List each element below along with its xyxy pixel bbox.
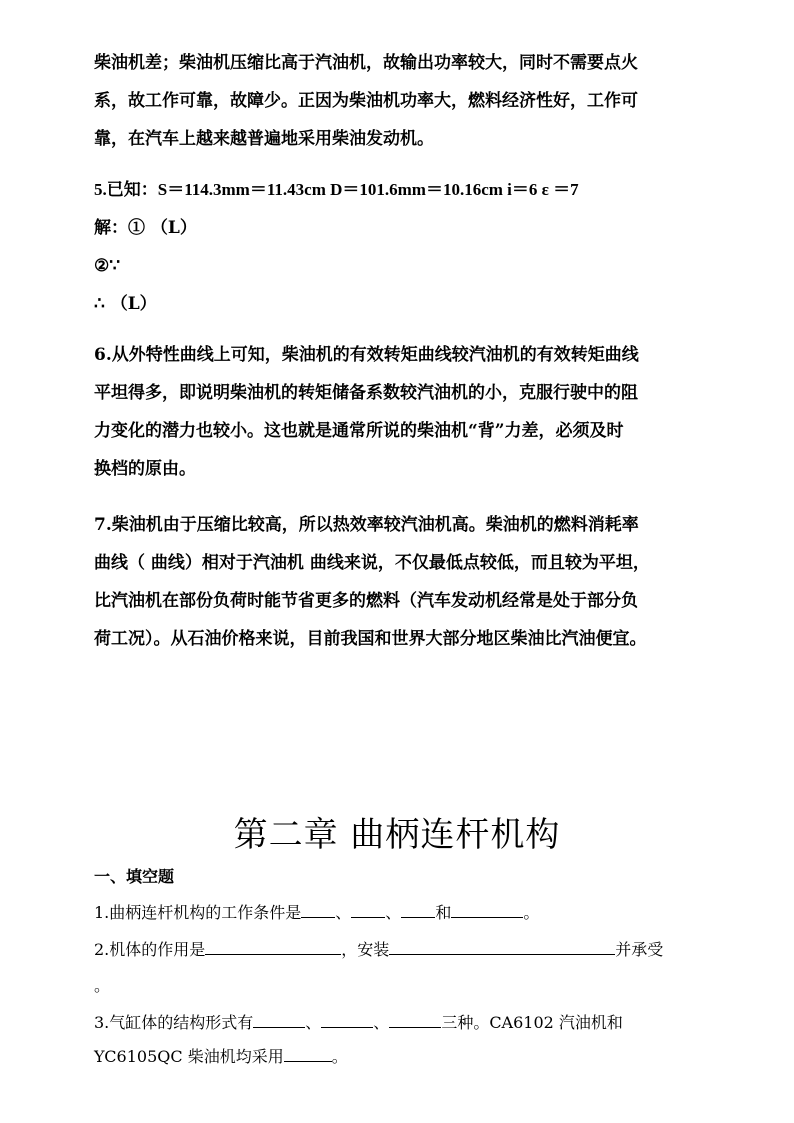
text-line: 平坦得多，即说明柴油机的转矩储备系数较汽油机的小，克服行驶中的阻 <box>94 383 638 403</box>
solution-step-2: ②∵ <box>94 256 121 276</box>
solution-step-1: 解：① （L） <box>94 218 197 238</box>
text-line: 靠，在汽车上越来越普遍地采用柴油发动机。 <box>94 129 434 149</box>
answer-blank[interactable] <box>451 899 523 918</box>
question-2-continued: 。 <box>94 976 111 995</box>
question-3: 3.气缸体的结构形式有 、 、 三种。CA6102 汽油机和 <box>94 1009 714 1037</box>
answer-blank[interactable] <box>301 899 335 918</box>
question-2: 2.机体的作用是 ，安装 并承受 <box>94 936 714 964</box>
solution-step-3: ∴ （L） <box>94 294 157 314</box>
text-line: 系，故工作可靠，故障少。正因为柴油机功率大，燃料经济性好，工作可 <box>94 91 638 111</box>
answer-blank[interactable] <box>284 1043 332 1062</box>
answer-5 <box>94 171 706 323</box>
text-line: 6.从外特性曲线上可知，柴油机的有效转矩曲线较汽油机的有效转矩曲线 <box>94 345 639 365</box>
answer-blank[interactable] <box>351 899 385 918</box>
text-line: 荷工况）。从石油价格来说，目前我国和世界大部分地区柴油比汽油便宜。 <box>94 629 647 649</box>
text-line: 比汽油机在部份负荷时能节省更多的燃料（汽车发动机经常是处于部分负 <box>94 591 638 611</box>
answer-blank[interactable] <box>389 1009 441 1028</box>
answer-blank[interactable] <box>389 936 615 955</box>
answer-blank[interactable] <box>321 1009 373 1028</box>
chapter-title: 第二章 曲柄连杆机构 <box>233 815 561 855</box>
answer-paragraph-6 <box>94 336 706 488</box>
question-text: 1.曲柄连杆机构的工作条件是 <box>94 903 302 922</box>
text-line: 力变化的潜力也较小。这也就是通常所说的柴油机“背”力差，必须及时 <box>94 421 624 441</box>
given-values: 5.已知：S＝114.3mm＝11.43cm D＝101.6mm＝10.16cm i＝6 ε ＝7 <box>94 180 579 199</box>
answer-paragraph-4 <box>94 44 706 158</box>
answer-blank[interactable] <box>205 936 341 955</box>
text-line: 换档的原由。 <box>94 459 196 479</box>
answer-paragraph-7 <box>94 506 706 658</box>
answer-blank[interactable] <box>401 899 435 918</box>
question-1: 1.曲柄连杆机构的工作条件是 、 、 和 。 <box>94 899 714 927</box>
question-text: 2.机体的作用是 <box>94 940 206 959</box>
answer-blank[interactable] <box>253 1009 305 1028</box>
section-heading: 一、填空题 <box>94 867 175 886</box>
question-text: 3.气缸体的结构形式有 <box>94 1013 254 1032</box>
text-line: 7.柴油机由于压缩比较高，所以热效率较汽油机高。柴油机的燃料消耗率 <box>94 515 639 535</box>
text-line: 柴油机差；柴油机压缩比高于汽油机，故输出功率较大，同时不需要点火 <box>94 53 638 73</box>
text-line: 曲线（ 曲线）相对于汽油机 曲线来说，不仅最低点较低，而且较为平坦， <box>94 553 650 573</box>
question-3-continued: YC6105QC 柴油机均采用 。 <box>94 1043 714 1071</box>
